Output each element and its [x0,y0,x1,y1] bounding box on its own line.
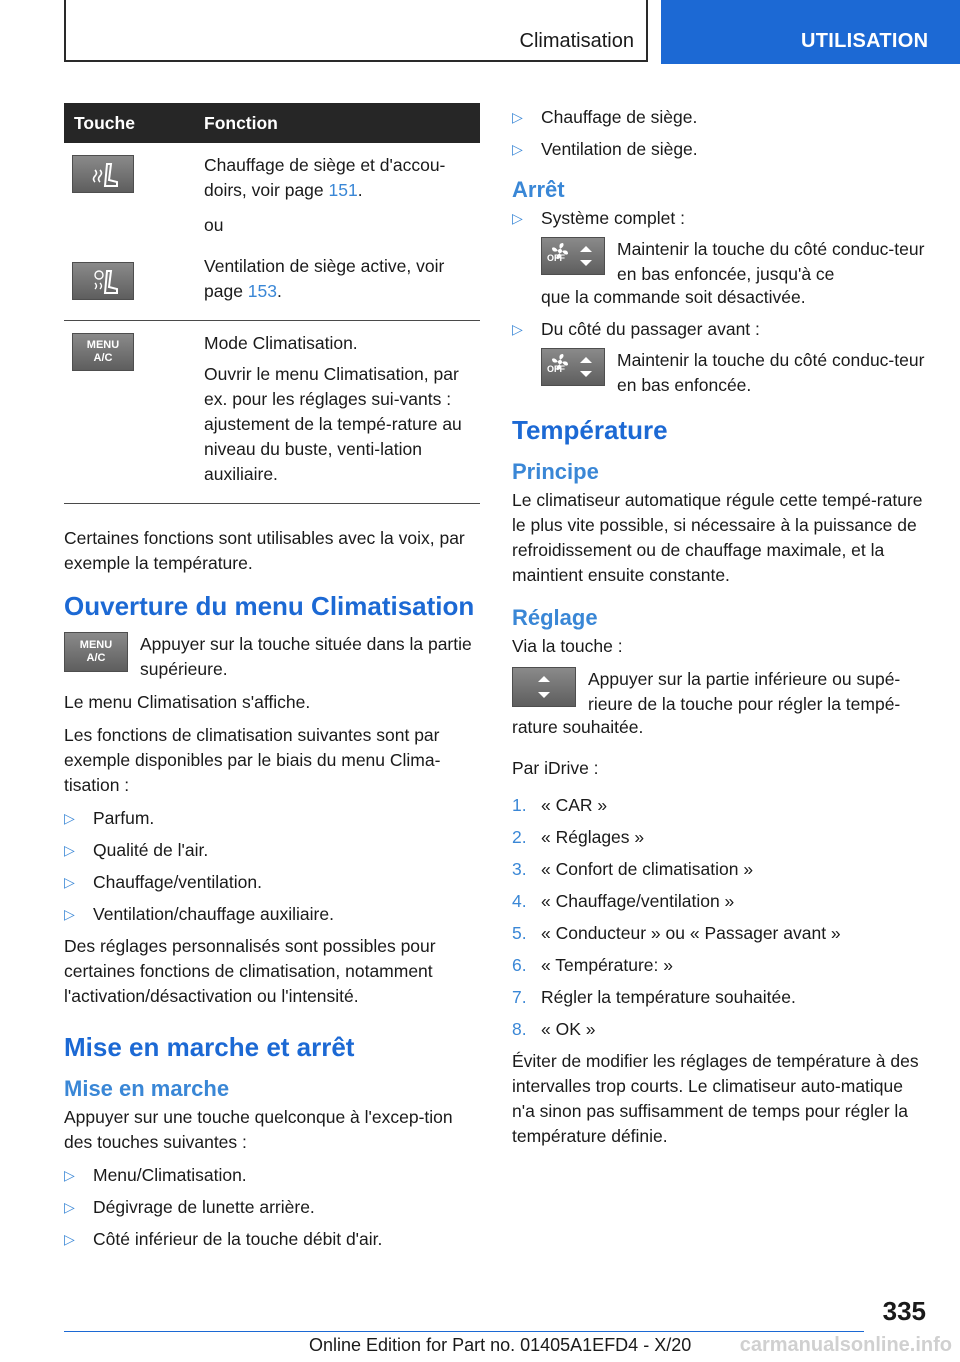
seat-heating-desc: Chauffage de siège et d'accou-doirs, voir page [204,155,446,200]
table-header-key: Touche [64,103,204,143]
temp-key-instruction-text: Appuyer sur la partie inférieure ou supé-rieure de la touche pour régler la tempé- [588,669,901,714]
fan-off-instruction-2 [541,348,926,398]
list-item-text: Chauffage de siège. [541,107,698,127]
switch-off-list [512,206,926,398]
step-item [512,1017,926,1042]
exceptions-list-cont [512,105,926,162]
climate-mode-title: Mode Climatisation. [204,333,358,353]
triangle-bullet-icon: ▷ [512,210,523,226]
triangle-bullet-icon: ▷ [512,141,523,157]
watermark: carmanualsonline.info [739,1334,952,1356]
list-item-text: Qualité de l'air. [93,840,209,860]
table-header-function: Fonction [204,103,480,143]
list-item [64,1227,480,1252]
step-text: « Conducteur » ou « Passager avant » [541,923,841,943]
list-item-text: Système complet : [541,208,685,228]
chapter-tab-label: UTILISATION [801,30,929,52]
right-column [512,103,926,1157]
list-item [512,137,926,162]
list-item [64,1163,480,1188]
step-text: « OK » [541,1019,596,1039]
menu-instruction-text: Appuyer sur la touche située dans la partie supérieure. [140,634,472,679]
fan-off-instruction-cont: que la commande soit désactivée. [541,287,806,307]
step-text: « Température: » [541,955,673,975]
menu-ac-key-icon-2 [64,632,128,672]
fan-off-key-label-2: OFF [547,364,565,374]
step-number: 5. [512,923,527,943]
menu-ac-key-label-2: MENU A/C [79,639,113,664]
list-item-text: Dégivrage de lunette arrière. [93,1197,315,1217]
temp-key-instruction [512,667,926,717]
heading-open-menu: Ouverture du menu Climatisation [64,591,475,621]
idrive-label: Par iDrive : [512,758,599,778]
menu-functions-list [64,806,480,927]
triangle-bullet-icon: ▷ [64,874,75,890]
step-text: Régler la température souhaitée. [541,987,796,1007]
climate-mode-desc: Ouvrir le menu Climatisation, par ex. pour les réglages sui-vants : ajustement de la tempé-rature au niveau du buste, venti-lation auxiliaire. [204,364,462,484]
step-number: 1. [512,795,527,815]
list-item-text: Du côté du passager avant : [541,319,760,339]
list-item [512,317,926,398]
custom-settings-text: Des réglages personnalisés sont possibles pour certaines fonctions de climatisation, notamment l'activation/désactivation ou l'intensité. [64,936,436,1006]
seat-heating-period: . [357,180,363,200]
triangle-bullet-icon: ▷ [64,1167,75,1183]
fan-off-instruction [541,237,926,287]
list-item-text: Côté inférieur de la touche débit d'air. [93,1229,383,1249]
triangle-bullet-icon: ▷ [512,109,523,125]
or-label: ou [204,215,224,235]
step-item [512,857,926,882]
step-text: « CAR » [541,795,608,815]
step-item [512,921,926,946]
triangle-bullet-icon: ▷ [64,1199,75,1215]
triangle-bullet-icon: ▷ [64,1231,75,1247]
triangle-bullet-icon: ▷ [512,321,523,337]
avoid-note: Éviter de modifier les réglages de température à des intervalles trop courts. Le climatiseur auto-matique n'a sinon pas suffisamment de temps pour régler la température définie. [512,1051,919,1146]
chapter-tab [661,0,960,64]
heading-on-off: Mise en marche et arrêt [64,1032,355,1062]
menu-shown-text: Le menu Climatisation s'affiche. [64,692,311,712]
footer-divider [64,1331,864,1332]
fan-off-instruction-text: Maintenir la touche du côté conduc-teur en bas enfoncée, jusqu'à ce [617,239,925,284]
step-number: 3. [512,859,527,879]
seat-ventilation-period: . [277,281,282,301]
step-number: 7. [512,987,527,1007]
seat-heating-text [204,153,480,203]
heading-switch-off: Arrêt [512,177,565,202]
triangle-bullet-icon: ▷ [64,906,75,922]
step-number: 4. [512,891,527,911]
list-item [64,838,480,863]
seat-ventilation-desc: Ventilation de siège active, voir page [204,256,445,301]
list-item [512,206,926,310]
step-item [512,889,926,914]
triangle-bullet-icon: ▷ [64,842,75,858]
left-column [64,103,480,1259]
step-text: « Chauffage/ventilation » [541,891,735,911]
step-number: 2. [512,827,527,847]
menu-functions-intro: Les fonctions de climatisation suivantes sont par exemple disponibles par le biais du menu Clima-tisation : [64,725,441,795]
step-item [512,953,926,978]
triangle-bullet-icon: ▷ [64,810,75,826]
temp-up-down-key-icon [512,667,576,707]
function-table [64,103,480,504]
list-item [64,902,480,927]
voice-note: Certaines fonctions sont utilisables avec la voix, par exemple la température. [64,528,465,573]
menu-instruction [64,632,480,682]
heading-switch-on: Mise en marche [64,1076,230,1101]
list-item-text: Menu/Climatisation. [93,1165,247,1185]
list-item [64,870,480,895]
page-number: 335 [882,1296,926,1326]
heading-principle: Principe [512,459,599,484]
step-number: 8. [512,1019,527,1039]
header-box [64,0,648,62]
fan-off-key-icon-2 [541,348,605,386]
list-item-text: Ventilation/chauffage auxiliaire. [93,904,334,924]
fan-off-key-icon [541,237,605,275]
switch-on-text: Appuyer sur une touche quelconque à l'excep-tion des touches suivantes : [64,1107,453,1152]
seat-heating-key-icon [72,155,134,193]
list-item-text: Ventilation de siège. [541,139,698,159]
menu-ac-key-icon [72,333,134,371]
step-text: « Réglages » [541,827,645,847]
exceptions-list [64,1163,480,1252]
step-item [512,825,926,850]
fan-off-key-label: OFF [547,253,565,263]
via-key-text: Via la touche : [512,636,623,656]
temp-key-instruction-cont: rature souhaitée. [512,717,644,737]
menu-ac-key-label: MENU A/C [86,339,120,364]
fan-off-instruction-text-2: Maintenir la touche du côté conduc-teur en bas enfoncée. [617,350,925,395]
page-link-151[interactable]: 151 [328,180,358,200]
principle-text: Le climatiseur automatique régule cette tempé-rature le plus vite possible, si nécessaire à la puissance de refroidissement ou de chauffage maximale, et la maintient ensuite constante. [512,490,923,585]
seat-ventilation-text [204,254,480,304]
idrive-steps [512,793,926,1042]
list-item [512,105,926,130]
footer-edition: Online Edition for Part no. 01405A1EFD4 - X/20 [309,1335,692,1355]
step-number: 6. [512,955,527,975]
page-link-153[interactable]: 153 [247,281,277,301]
step-item [512,793,926,818]
step-text: « Confort de climatisation » [541,859,754,879]
list-item-text: Chauffage/ventilation. [93,872,262,892]
heading-temperature: Température [512,415,668,445]
step-item [512,985,926,1010]
seat-ventilation-key-icon [72,262,134,300]
section-title: Climatisation [519,30,634,52]
list-item [64,806,480,831]
list-item-text: Parfum. [93,808,155,828]
heading-setting: Réglage [512,605,598,630]
list-item [64,1195,480,1220]
